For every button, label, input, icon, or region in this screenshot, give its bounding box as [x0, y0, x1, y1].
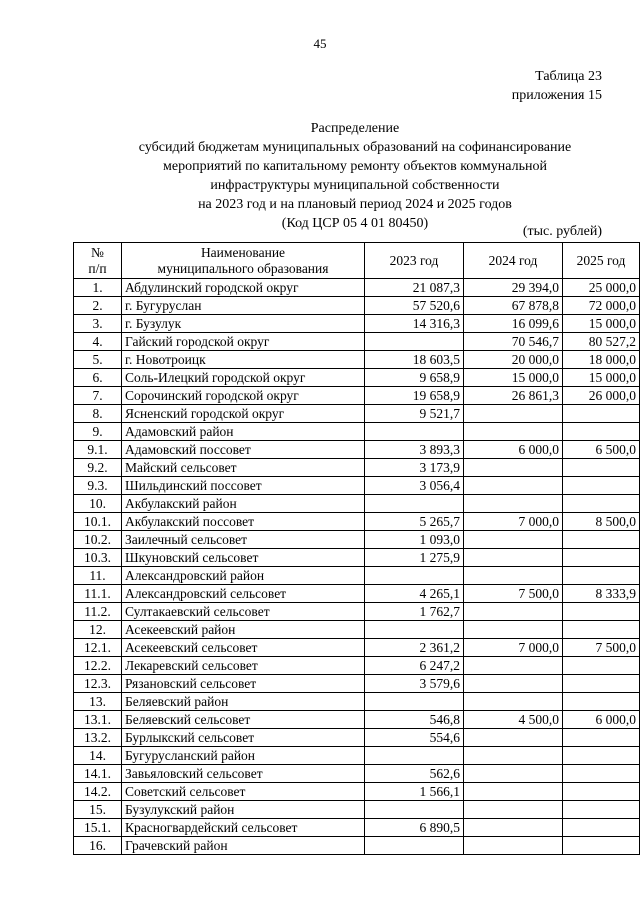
row-2023-cell: 554,6: [365, 729, 464, 747]
table-row: [74, 279, 640, 297]
row-2025-cell: 72 000,0: [563, 297, 640, 315]
page-number: 45: [313, 36, 327, 51]
row-2025-cell: 80 527,2: [563, 333, 640, 351]
row-number-cell: 6.: [74, 369, 122, 387]
row-2024-cell: [464, 819, 563, 837]
row-name-cell: Лекаревский сельсовет: [122, 657, 365, 675]
row-name-cell: Беляевский сельсовет: [122, 711, 365, 729]
table-row: [74, 315, 640, 333]
table-row: [74, 819, 640, 837]
row-2024-cell: [464, 459, 563, 477]
table-row: [74, 297, 640, 315]
row-number-cell: 13.2.: [74, 729, 122, 747]
table-row: [74, 333, 640, 351]
row-2024-cell: [464, 657, 563, 675]
row-2024-cell: 4 500,0: [464, 711, 563, 729]
row-2023-cell: [365, 801, 464, 819]
table-row: [74, 765, 640, 783]
header-2024: 2024 год: [464, 243, 563, 279]
header-number-line1: №: [91, 244, 104, 260]
row-2023-cell: 5 265,7: [365, 513, 464, 531]
row-name-cell: Бузулукский район: [122, 801, 365, 819]
row-name-cell: г. Бугуруслан: [122, 297, 365, 315]
table-row: [74, 531, 640, 549]
row-name-cell: Ясненский городской округ: [122, 405, 365, 423]
row-2025-cell: [563, 459, 640, 477]
row-2024-cell: 16 099,6: [464, 315, 563, 333]
row-2023-cell: [365, 747, 464, 765]
table-row: [74, 351, 640, 369]
row-name-cell: г. Новотроицк: [122, 351, 365, 369]
row-2025-cell: [563, 603, 640, 621]
header-name: [122, 243, 365, 279]
table-row: [74, 369, 640, 387]
table-header-row: [74, 243, 640, 279]
header-2025: 2025 год: [563, 243, 640, 279]
row-2024-cell: 29 394,0: [464, 279, 563, 297]
table-row: [74, 837, 640, 855]
row-2024-cell: [464, 693, 563, 711]
row-2024-cell: 67 878,8: [464, 297, 563, 315]
row-name-cell: Бугурусланский район: [122, 747, 365, 765]
table-row: [74, 513, 640, 531]
row-2023-cell: 6 890,5: [365, 819, 464, 837]
row-name-cell: Адамовский поссовет: [122, 441, 365, 459]
row-2024-cell: [464, 549, 563, 567]
row-2025-cell: [563, 837, 640, 855]
row-number-cell: 11.: [74, 567, 122, 585]
table-row: [74, 567, 640, 585]
row-name-cell: Шильдинский поссовет: [122, 477, 365, 495]
row-name-cell: Александровский сельсовет: [122, 585, 365, 603]
table-row: [74, 693, 640, 711]
row-number-cell: 14.2.: [74, 783, 122, 801]
row-2025-cell: 6 500,0: [563, 441, 640, 459]
row-2023-cell: 18 603,5: [365, 351, 464, 369]
row-number-cell: 15.1.: [74, 819, 122, 837]
table-row: [74, 621, 640, 639]
row-number-cell: 12.1.: [74, 639, 122, 657]
row-number-cell: 9.1.: [74, 441, 122, 459]
row-2023-cell: [365, 495, 464, 513]
row-2025-cell: 25 000,0: [563, 279, 640, 297]
row-number-cell: 2.: [74, 297, 122, 315]
row-2025-cell: [563, 531, 640, 549]
header-2023: 2023 год: [365, 243, 464, 279]
row-2023-cell: 14 316,3: [365, 315, 464, 333]
row-name-cell: Сорочинский городской округ: [122, 387, 365, 405]
table-row: [74, 441, 640, 459]
row-name-cell: Асекеевский сельсовет: [122, 639, 365, 657]
row-name-cell: г. Бузулук: [122, 315, 365, 333]
heading-line: Распределение: [310, 121, 400, 136]
row-2023-cell: 19 658,9: [365, 387, 464, 405]
row-number-cell: 5.: [74, 351, 122, 369]
row-2023-cell: [365, 693, 464, 711]
row-2024-cell: [464, 495, 563, 513]
row-2025-cell: [563, 729, 640, 747]
table-ref-line1: Таблица 23: [535, 69, 602, 84]
row-2024-cell: [464, 675, 563, 693]
row-number-cell: 14.1.: [74, 765, 122, 783]
row-name-cell: Заилечный сельсовет: [122, 531, 365, 549]
row-2024-cell: [464, 531, 563, 549]
row-2025-cell: [563, 621, 640, 639]
row-2023-cell: 57 520,6: [365, 297, 464, 315]
row-2023-cell: [365, 423, 464, 441]
row-2023-cell: 3 579,6: [365, 675, 464, 693]
table-row: [74, 783, 640, 801]
row-2025-cell: [563, 405, 640, 423]
row-2024-cell: [464, 423, 563, 441]
row-2024-cell: 15 000,0: [464, 369, 563, 387]
row-2025-cell: [563, 819, 640, 837]
row-2025-cell: 8 333,9: [563, 585, 640, 603]
row-2023-cell: 1 762,7: [365, 603, 464, 621]
table-row: [74, 495, 640, 513]
row-name-cell: Асекеевский район: [122, 621, 365, 639]
row-2023-cell: [365, 621, 464, 639]
row-2025-cell: [563, 783, 640, 801]
table-row: [74, 639, 640, 657]
table-row: [74, 423, 640, 441]
row-name-cell: Александровский район: [122, 567, 365, 585]
row-2024-cell: [464, 621, 563, 639]
row-number-cell: 9.3.: [74, 477, 122, 495]
row-number-cell: 10.3.: [74, 549, 122, 567]
heading-line: инфраструктуры муниципальной собственности: [210, 178, 500, 193]
table-row: [74, 657, 640, 675]
row-2023-cell: [365, 333, 464, 351]
table-row: [74, 675, 640, 693]
row-2023-cell: 2 361,2: [365, 639, 464, 657]
row-number-cell: 12.2.: [74, 657, 122, 675]
row-name-cell: Адамовский район: [122, 423, 365, 441]
row-name-cell: Рязановский сельсовет: [122, 675, 365, 693]
row-number-cell: 12.3.: [74, 675, 122, 693]
row-number-cell: 7.: [74, 387, 122, 405]
row-2024-cell: [464, 405, 563, 423]
row-2025-cell: [563, 693, 640, 711]
row-2025-cell: 7 500,0: [563, 639, 640, 657]
table-body: [74, 279, 640, 855]
header-number-line2: п/п: [88, 260, 107, 276]
row-2025-cell: 8 500,0: [563, 513, 640, 531]
row-2024-cell: 7 500,0: [464, 585, 563, 603]
row-2024-cell: 6 000,0: [464, 441, 563, 459]
row-number-cell: 13.: [74, 693, 122, 711]
table-ref-line2: приложения 15: [511, 88, 602, 103]
row-2023-cell: 4 265,1: [365, 585, 464, 603]
row-number-cell: 15.: [74, 801, 122, 819]
row-2024-cell: 7 000,0: [464, 513, 563, 531]
row-name-cell: Завьяловский сельсовет: [122, 765, 365, 783]
row-name-cell: Акбулакский поссовет: [122, 513, 365, 531]
row-2023-cell: 9 521,7: [365, 405, 464, 423]
row-2024-cell: 26 861,3: [464, 387, 563, 405]
row-2024-cell: [464, 801, 563, 819]
units-label: (тыс. рублей): [522, 224, 602, 239]
table-row: [74, 459, 640, 477]
table-reference: [512, 67, 602, 105]
heading-line: мероприятий по капитальному ремонту объектов коммунальной: [163, 159, 547, 174]
row-2025-cell: 26 000,0: [563, 387, 640, 405]
table-row: [74, 477, 640, 495]
row-2023-cell: 1 566,1: [365, 783, 464, 801]
row-name-cell: Абдулинский городской округ: [122, 279, 365, 297]
subsidy-table: [73, 242, 640, 855]
row-2025-cell: 15 000,0: [563, 369, 640, 387]
row-2024-cell: 20 000,0: [464, 351, 563, 369]
row-name-cell: Султакаевский сельсовет: [122, 603, 365, 621]
table-row: [74, 729, 640, 747]
row-name-cell: Красногвардейский сельсовет: [122, 819, 365, 837]
row-number-cell: 11.1.: [74, 585, 122, 603]
row-2023-cell: [365, 567, 464, 585]
header-name-line1: Наименование: [200, 244, 286, 260]
row-2023-cell: 3 056,4: [365, 477, 464, 495]
row-2023-cell: 3 893,3: [365, 441, 464, 459]
header-number: [74, 243, 122, 279]
row-number-cell: 9.2.: [74, 459, 122, 477]
row-2025-cell: [563, 567, 640, 585]
heading-line: на 2023 год и на плановый период 2024 и 2025 годов: [198, 197, 512, 212]
table-row: [74, 711, 640, 729]
row-number-cell: 14.: [74, 747, 122, 765]
row-2025-cell: [563, 765, 640, 783]
row-2023-cell: 1 275,9: [365, 549, 464, 567]
row-2024-cell: [464, 477, 563, 495]
row-2023-cell: 3 173,9: [365, 459, 464, 477]
table-row: [74, 585, 640, 603]
row-name-cell: Бурлыкский сельсовет: [122, 729, 365, 747]
row-2025-cell: [563, 801, 640, 819]
row-number-cell: 16.: [74, 837, 122, 855]
table-row: [74, 603, 640, 621]
row-2024-cell: [464, 603, 563, 621]
row-2023-cell: [365, 837, 464, 855]
document-heading: [60, 119, 640, 233]
heading-line: (Код ЦСР 05 4 01 80450): [281, 216, 429, 231]
row-2023-cell: 546,8: [365, 711, 464, 729]
row-2025-cell: 6 000,0: [563, 711, 640, 729]
row-2024-cell: [464, 837, 563, 855]
row-name-cell: Беляевский район: [122, 693, 365, 711]
row-number-cell: 12.: [74, 621, 122, 639]
row-2024-cell: [464, 765, 563, 783]
row-name-cell: Грачевский район: [122, 837, 365, 855]
row-number-cell: 9.: [74, 423, 122, 441]
row-2024-cell: [464, 747, 563, 765]
row-name-cell: Шкуновский сельсовет: [122, 549, 365, 567]
table-row: [74, 549, 640, 567]
table-row: [74, 387, 640, 405]
row-name-cell: Гайский городской округ: [122, 333, 365, 351]
row-number-cell: 8.: [74, 405, 122, 423]
row-2024-cell: [464, 729, 563, 747]
table-row: [74, 801, 640, 819]
row-2025-cell: [563, 477, 640, 495]
row-2025-cell: [563, 675, 640, 693]
row-number-cell: 3.: [74, 315, 122, 333]
row-2024-cell: 70 546,7: [464, 333, 563, 351]
row-2025-cell: [563, 549, 640, 567]
table-row: [74, 405, 640, 423]
table-row: [74, 747, 640, 765]
row-2023-cell: 9 658,9: [365, 369, 464, 387]
row-name-cell: Соль-Илецкий городской округ: [122, 369, 365, 387]
row-2023-cell: 1 093,0: [365, 531, 464, 549]
row-2024-cell: [464, 783, 563, 801]
row-2025-cell: [563, 747, 640, 765]
row-2024-cell: 7 000,0: [464, 639, 563, 657]
row-2025-cell: [563, 423, 640, 441]
row-number-cell: 10.2.: [74, 531, 122, 549]
row-name-cell: Майский сельсовет: [122, 459, 365, 477]
row-2025-cell: 15 000,0: [563, 315, 640, 333]
row-number-cell: 13.1.: [74, 711, 122, 729]
row-2025-cell: 18 000,0: [563, 351, 640, 369]
row-number-cell: 10.: [74, 495, 122, 513]
row-2023-cell: 562,6: [365, 765, 464, 783]
row-2023-cell: 21 087,3: [365, 279, 464, 297]
row-2023-cell: 6 247,2: [365, 657, 464, 675]
header-name-line2: муниципального образования: [157, 260, 329, 276]
row-name-cell: Акбулакский район: [122, 495, 365, 513]
row-name-cell: Советский сельсовет: [122, 783, 365, 801]
row-2025-cell: [563, 657, 640, 675]
row-2025-cell: [563, 495, 640, 513]
row-2024-cell: [464, 567, 563, 585]
row-number-cell: 10.1.: [74, 513, 122, 531]
row-number-cell: 1.: [74, 279, 122, 297]
heading-line: субсидий бюджетам муниципальных образований на софинансирование: [138, 140, 572, 155]
row-number-cell: 4.: [74, 333, 122, 351]
row-number-cell: 11.2.: [74, 603, 122, 621]
